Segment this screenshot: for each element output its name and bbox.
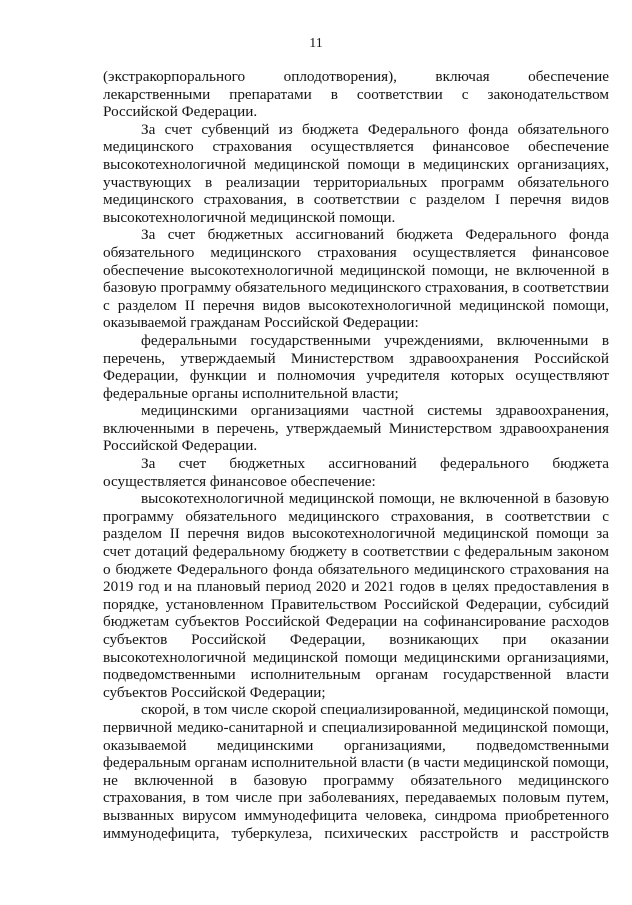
paragraph: За счет субвенций из бюджета Федерального фонда обязательного медицинского страхования осуществляется финансовое обеспечение высокотехнологичной медицинской помощи в медицинских организациях, участвующих в реализации территориальных программ обязательного медицинского страхования, в соответствии с разделом I перечня видов высокотехнологичной медицинской помощи.: [103, 120, 609, 226]
paragraph: медицинскими организациями частной системы здравоохранения, включенными в перечень, утверждаемый Министерством здравоохранения Российской Федерации.: [103, 402, 609, 455]
paragraph: За счет бюджетных ассигнований федерального бюджета осуществляется финансовое обеспечение:: [103, 455, 609, 490]
body-text: [103, 68, 609, 842]
paragraph: скорой, в том числе скорой специализированной, медицинской помощи, первичной медико-санитарной и специализированной медицинской помощи, оказываемой медицинскими организациями, подведомственными федеральным органам исполнительной власти (в части медицинской помощи, не включенной в базовую программу обязательного медицинского страхования, в том числе при заболеваниях, передаваемых половым путем, вызванных вирусом иммунодефицита человека, синдрома приобретенного иммунодефицита, туберкулеза, психических расстройств и расстройств: [103, 701, 609, 842]
paragraph: высокотехнологичной медицинской помощи, не включенной в базовую программу обязательного медицинского страхования, в соответствии с разделом II перечня видов высокотехнологичной медицинской помощи за счет дотаций федеральному бюджету в соответствии с федеральным законом о бюджете Федерального фонда обязательного медицинского страхования на 2019 год и на плановый период 2020 и 2021 годов в целях предоставления в порядке, установленном Правительством Российской Федерации, субсидий бюджетам субъектов Российской Федерации на софинансирование расходов субъектов Российской Федерации, возникающих при оказании высокотехнологичной медицинской помощи медицинскими организациями, подведомственными исполнительным органам государственной власти субъектов Российской Федерации;: [103, 490, 609, 701]
paragraph: (экстракорпорального оплодотворения), включая обеспечение лекарственными препаратами в соответствии с законодательством Российской Федерации.: [103, 68, 609, 121]
paragraph: За счет бюджетных ассигнований бюджета Федерального фонда обязательного медицинского страхования осуществляется финансовое обеспечение высокотехнологичной медицинской помощи, не включенной в базовую программу обязательного медицинского страхования, в соответствии с разделом II перечня видов высокотехнологичной медицинской помощи, оказываемой гражданам Российской Федерации:: [103, 226, 609, 332]
paragraph: федеральными государственными учреждениями, включенными в перечень, утверждаемый Министерством здравоохранения Российской Федерации, функции и полномочия учредителя которых осуществляют федеральные органы исполнительной власти;: [103, 331, 609, 402]
page-number: 11: [309, 36, 323, 51]
